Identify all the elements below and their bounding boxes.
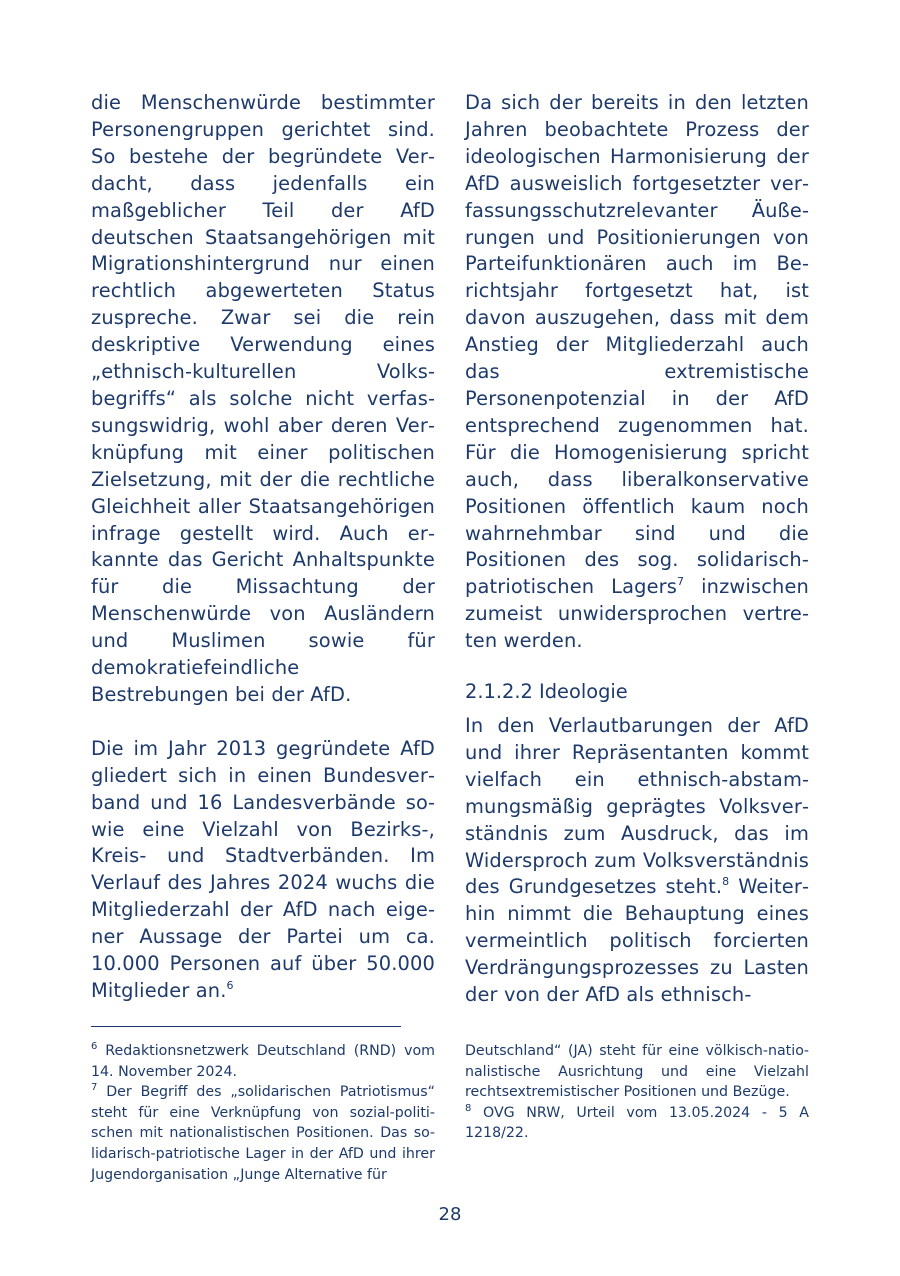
body-paragraph	[465, 90, 809, 655]
paragraph-text: Da sich der bereits in den letzten Jahren beobachtete Prozess der ideologischen Harmonisierung der AfD ausweislich fortgesetzter verfassungsschutzrelevanter Äußerungen und Positionierungen von Parteifunktionären auch im Berichtsjahr fortgesetzt hat, ist davon auszugehen, dass mit dem Anstieg der Mitgliederzahl auch das extremistische Personenpotenzial in der AfD entsprechend zugenommen hat. Für die Homogenisierung spricht auch, dass liberalkonservative Positionen öffentlich kaum noch wahrnehmbar sind und die Positionen des sog. solidarisch-patriotischen Lagers	[465, 91, 809, 599]
footnote-number: 8	[465, 1102, 472, 1114]
footnotes-right	[465, 1041, 809, 1144]
footnote-reference[interactable]: 8	[722, 875, 730, 889]
right-column	[465, 90, 809, 1009]
paragraph-text: die Menschenwürde bestimmter Personengruppen gerichtet sind. So bestehe der begründete Verdacht, dass jedenfalls ein maßgeblicher Teil der AfD deutschen Staatsangehörigen mit Migrationshintergrund nur einen rechtlich abgewerteten Status zuspreche. Zwar sei die rein deskriptive Verwendung eines „ethnisch-kulturellen Volksbegriffs“ als solche nicht verfassungswidrig, wohl aber deren Verknüpfung mit einer politischen Zielsetzung, mit der die rechtliche Gleichheit aller Staatsangehörigen infrage gestellt wird. Auch erkannte das Gericht Anhaltspunkte für die Missachtung der Menschenwürde von Ausländern und Muslimen sowie für demokratiefeindliche Bestrebungen bei der AfD.	[91, 91, 435, 706]
page-number: 28	[438, 1204, 462, 1225]
footnote-number: 6	[91, 1041, 98, 1052]
footnote-text: OVG NRW, Urteil vom 13.05.2024 - 5 A 1218/22.	[465, 1104, 809, 1142]
footnote-reference[interactable]: 7	[677, 575, 685, 589]
paragraph-text: Die im Jahr 2013 gegründete AfD gliedert sich in einen Bundesverband und 16 Landesverbände sowie eine Vielzahl von Bezirks-, Kreis- und Stadtverbänden. Im Verlauf des Jahres 2024 wuchs die Mitgliederzahl der AfD nach eigener Aussage der Partei um ca. 10.000 Personen auf über 50.000 Mitglieder an.	[91, 736, 435, 1002]
footnote-text: Der Begriff des „solidarischen Patriotismus“ steht für eine Verknüpfung von sozial-politischen mit nationalistischen Positionen. Das solidarisch-patriotische Lager in der AfD und ihrer Jugendorganisation „Junge Alternative für	[91, 1084, 436, 1183]
footnote-text: Deutschland“ (JA) steht für eine völkisch-nationalistische Ausrichtung und eine Vielzahl rechtsextremistischer Positionen und Bezüge.	[465, 1043, 809, 1101]
footnote-reference[interactable]: 6	[226, 979, 234, 992]
footnote-number: 7	[91, 1082, 98, 1094]
footnote	[465, 1103, 809, 1144]
paragraph-text: inzwischen zumeist unwidersprochen vertreten werden.	[465, 575, 809, 653]
footnote-text: Redaktionsnetzwerk Deutschland (RND) vom 14. November 2024.	[91, 1043, 435, 1080]
paragraph-text: In den Verlautbarungen der AfD und ihrer Repräsentanten kommt vielfach ein ethnisch-abstammungsmäßig geprägtes Volksverständnis zum Ausdruck, das im Widersproch zum Volksverständnis des Grundgesetzes steht.	[465, 714, 809, 899]
footnote-divider	[91, 1026, 401, 1027]
section-heading: 2.1.2.2 Ideologie	[465, 680, 628, 704]
body-paragraph	[91, 736, 435, 1005]
body-paragraph	[465, 713, 809, 1009]
left-column	[91, 90, 435, 1005]
paragraph-text: Weiterhin nimmt die Behauptung eines vermeintlich politisch forcierten Verdrängungsprozesses zu Lasten der von der AfD als ethnisch-	[465, 875, 809, 1007]
footnote-continuation	[465, 1041, 809, 1103]
footnote	[91, 1041, 435, 1082]
body-paragraph	[91, 90, 435, 709]
footnote	[91, 1082, 435, 1185]
footnotes-left	[91, 1041, 435, 1185]
